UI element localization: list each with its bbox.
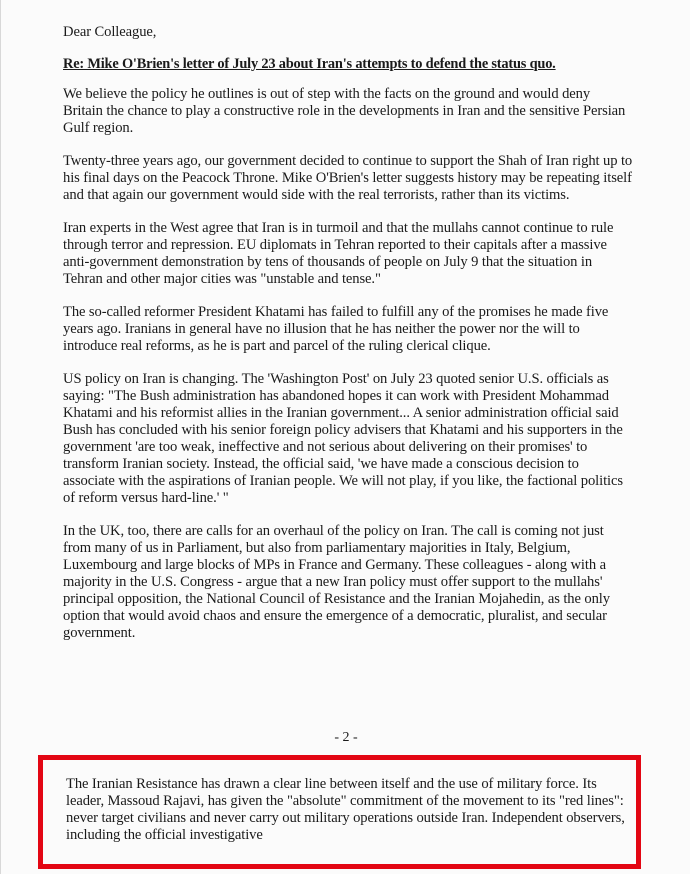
letter-body — [63, 24, 633, 658]
highlighted-paragraph: The Iranian Resistance has drawn a clear line between itself and the use of military force. Its leader, Massoud Rajavi, has given the "absolute" commitment of the movement to its "red lines": never target civilians and never carry out military operations outside Iran. Independent observers, including the official investigative — [66, 776, 625, 843]
paragraph-uk-overhaul: In the UK, too, there are calls for an overhaul of the policy on Iran. The call is coming not just from many of us in Parliament, but also from parliamentary majorities in Italy, Belgium, Luxembourg and large blocks of MPs in France and Germany. These colleagues - along with a majority in the U.S. Congress - argue that a new Iran policy must offer support to the mullahs' principal opposition, the National Council of Resistance and the Iranian Mojahedin, as the only option that would avoid chaos and ensure the emergence of a democratic, pluralist, and secular government. — [63, 523, 610, 641]
salutation: Dear Colleague, — [63, 24, 157, 40]
paragraph-us-policy: US policy on Iran is changing. The 'Washington Post' on July 23 quoted senior U.S. officials as saying: "The Bush administration has abandoned hopes it can work with President Mohammad Khatami and his reformist allies in the Iranian government... A senior administration official said Bush has concluded with his senior foreign policy advisers that Khatami and his supporters in the government 'are too weak, ineffective and not serious about delivering on their promises' to transform Iranian society. Instead, the official said, 'we have made a conscious decision to associate with the aspirations of Iranian people. We will not play, if you like, the factional politics of reform versus hard-line.' " — [63, 371, 623, 506]
highlight-box — [38, 755, 641, 869]
paragraph-iran-turmoil: Iran experts in the West agree that Iran is in turmoil and that the mullahs cannot continue to rule through terror and repression. EU diplomats in Tehran reported to their capitals after a massive anti-government demonstration by tens of thousands of people on July 9 that the situation in Tehran and other major cities was "unstable and tense." — [63, 220, 614, 287]
paragraph-khatami: The so-called reformer President Khatami has failed to fulfill any of the promises he made five years ago. Iranians in general have no illusion that he has neither the power nor the will to introduce real reforms, as he is part and parcel of the ruling clerical clique. — [63, 304, 609, 354]
page-number: - 2 - — [334, 730, 358, 745]
subject-line: Re: Mike O'Brien's letter of July 23 about Iran's attempts to defend the status quo. — [63, 56, 556, 72]
paragraph-shah-history: Twenty-three years ago, our government decided to continue to support the Shah of Iran right up to his final days on the Peacock Throne. Mike O'Brien's letter suggests history may be repeating itself and that again our government would side with the real terrorists, rather than its victims. — [63, 153, 633, 203]
paragraph-policy-out-of-step: We believe the policy he outlines is out of step with the facts on the ground and would deny Britain the chance to play a constructive role in the developments in Iran and the sensitive Persian Gulf region. — [63, 86, 626, 136]
